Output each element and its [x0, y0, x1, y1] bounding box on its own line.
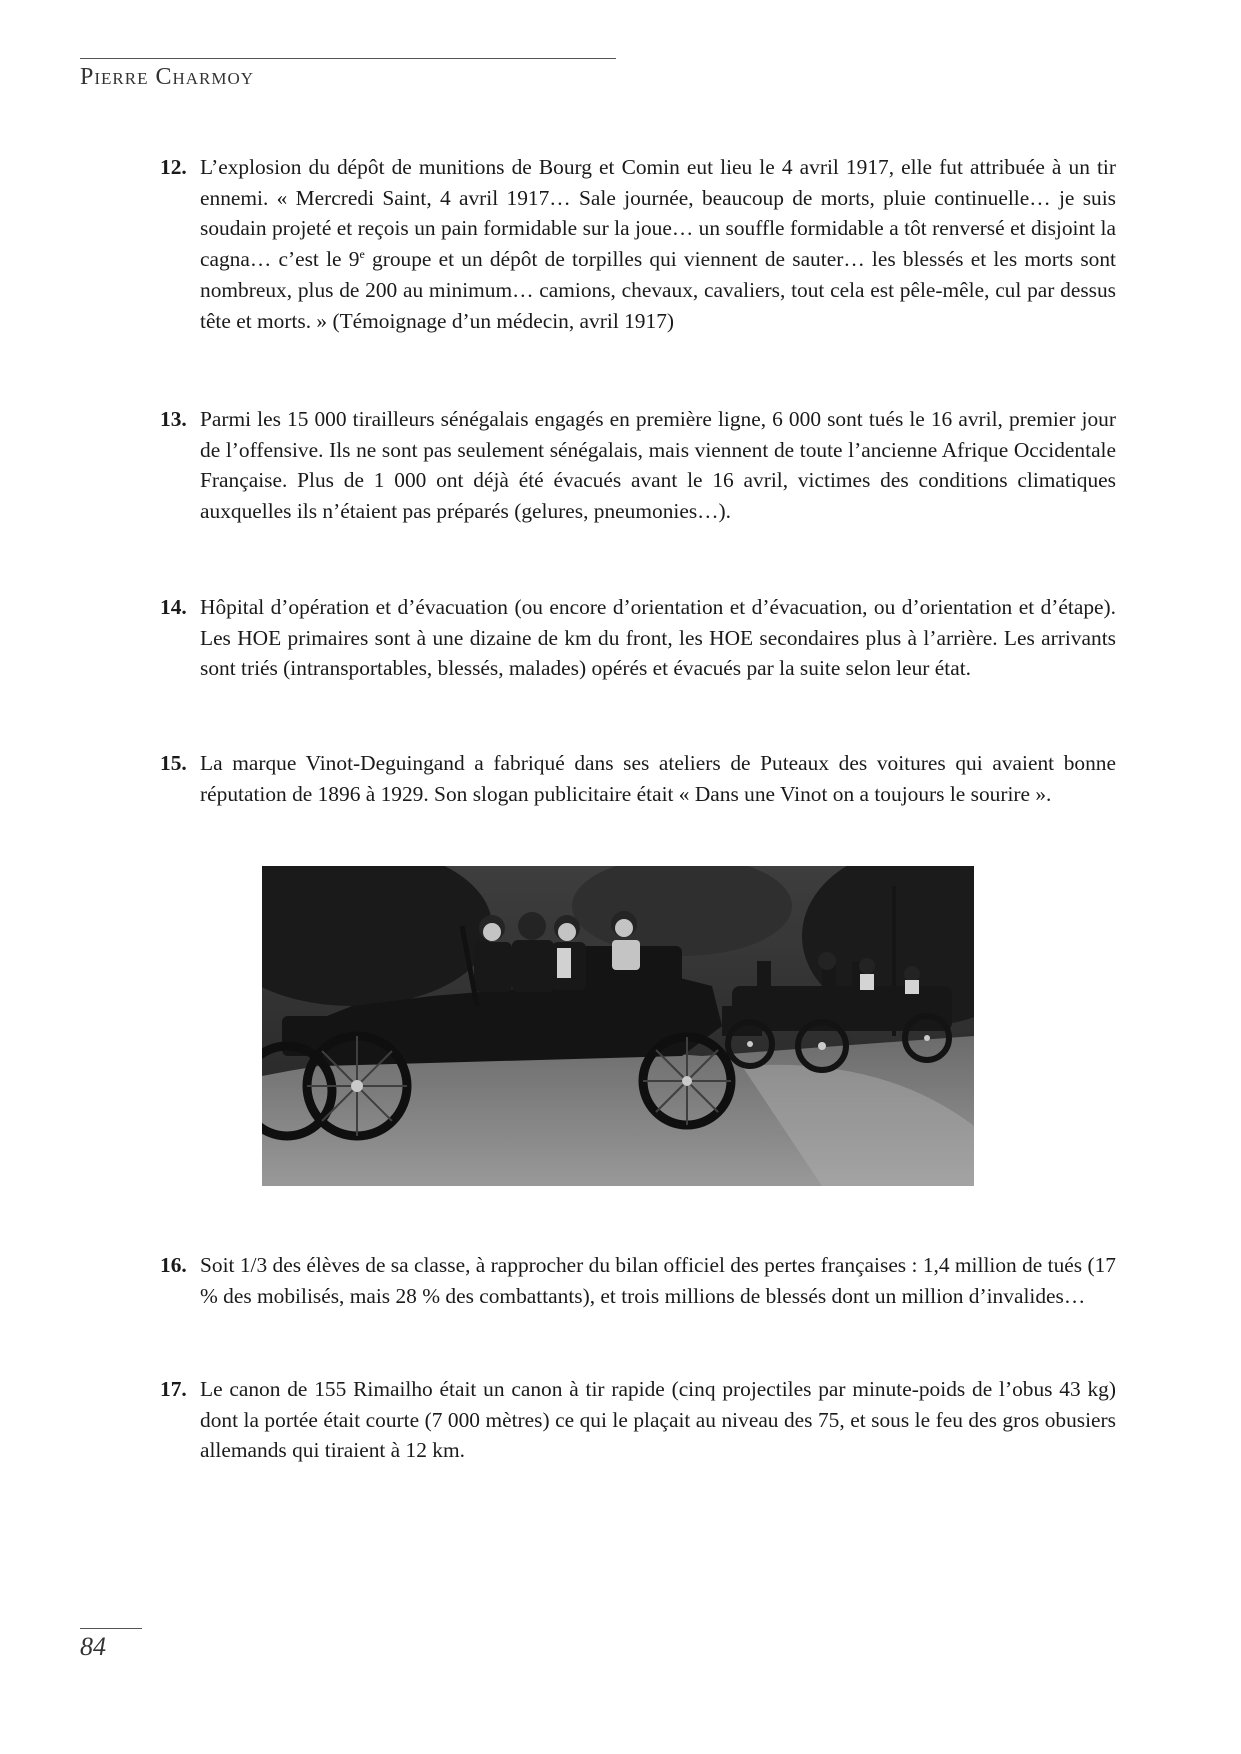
note-number: 17.	[160, 1377, 187, 1401]
page-number: 84	[80, 1632, 106, 1661]
running-head: Pierre Charmoy	[80, 64, 255, 90]
photo-vintage-cars	[262, 866, 974, 1186]
note-text: Soit 1/3 des élèves de sa classe, à rapprocher du bilan officiel des pertes françaises : 1,4 million de tués (17 % des mobilisés, mais 28 % des combattants), et trois millions de blessés dont un million d’invalides…	[200, 1253, 1116, 1308]
superscript: e	[359, 246, 365, 261]
note-text	[200, 155, 1116, 333]
note-number: 13.	[160, 407, 187, 431]
note-15	[160, 748, 1116, 809]
note-number: 15.	[160, 751, 187, 775]
footer-rule	[80, 1628, 142, 1629]
note-text: Hôpital d’opération et d’évacuation (ou encore d’orientation et d’évacuation, ou d’orientation et d’étape). Les HOE primaires sont à une dizaine de km du front, les HOE secondaires plus à l’arrière. Les arrivants sont triés (intransportables, blessés, malades) opérés et évacués par la suite selon leur état.	[200, 595, 1116, 681]
note-text: La marque Vinot-Deguingand a fabriqué dans ses ateliers de Puteaux des voitures qui avaient bonne réputation de 1896 à 1929. Son slogan publicitaire était « Dans une Vinot on a toujours le sourire ».	[200, 751, 1116, 806]
note-number: 12.	[160, 155, 187, 179]
note-number: 16.	[160, 1253, 187, 1277]
historical-photograph	[262, 866, 974, 1186]
note-text-part: groupe et un dépôt de torpilles qui viennent de sauter… les blessés et les morts sont nombreux, plus de 200 au minimum… camions, chevaux, cavaliers, tout cela est pêle-mêle, cul par dessus tête et morts. » (Témoignage d’un médecin, avril 1917)	[200, 247, 1116, 333]
note-16	[160, 1250, 1116, 1311]
note-14	[160, 592, 1116, 684]
note-12	[160, 152, 1116, 336]
note-text-part: L’explosion du dépôt de munitions de Bourg et Comin eut lieu le 4 avril 1917, elle fut attribuée à un tir ennemi. « Mercredi Saint, 4 avril 1917… Sale journée, beaucoup de morts, pluie continuelle… je suis soudain projeté et reçois un pain formidable sur la joue… un souffle formidable a tôt renversé et disjoint la cagna… c’est le 9	[200, 155, 1116, 272]
note-13	[160, 404, 1116, 527]
note-text: Parmi les 15 000 tirailleurs sénégalais engagés en première ligne, 6 000 sont tués le 16 avril, premier jour de l’offensive. Ils ne sont pas seulement sénégalais, mais viennent de toute l’ancienne Afrique Occidentale Française. Plus de 1 000 ont déjà été évacués avant le 16 avril, victimes des conditions climatiques auxquelles ils n’étaient pas préparés (gelures, pneumonies…).	[200, 407, 1116, 524]
note-text: Le canon de 155 Rimailho était un canon à tir rapide (cinq projectiles par minute-poids de l’obus 43 kg) dont la portée était courte (7 000 mètres) ce qui le plaçait au niveau des 75, et sous le feu des gros obusiers allemands qui tiraient à 12 km.	[200, 1377, 1116, 1463]
note-number: 14.	[160, 595, 187, 619]
header-rule	[80, 58, 616, 59]
note-17	[160, 1374, 1116, 1466]
